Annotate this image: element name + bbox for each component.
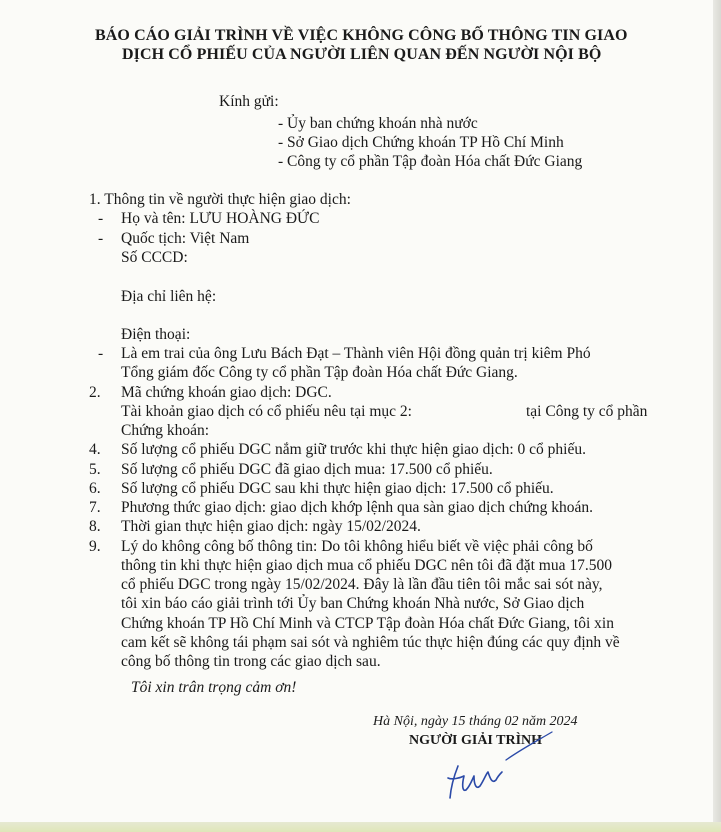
name-bullet: - — [98, 210, 104, 227]
item-number: 2. — [89, 384, 101, 401]
item9-line: thông tin khi thực hiện giao dịch mua cổ phiếu DGC nên tôi đã đặt mua 17.500 — [121, 557, 612, 574]
item2-line: Mã chứng khoán giao dịch: DGC. — [121, 384, 332, 401]
name-field: Họ và tên: LƯU HOÀNG ĐỨC — [121, 210, 320, 227]
item2-account-label: Tài khoản giao dịch có cổ phiếu nêu tại mục 2: — [121, 403, 412, 420]
item9-line: cam kết sẽ không tái phạm sai sót và nghiêm túc thực hiện đúng các quy định về — [121, 634, 620, 651]
item9-line: Chứng khoán TP Hồ Chí Minh và CTCP Tập đoàn Hóa chất Đức Giang, tôi xin — [121, 615, 614, 632]
item6-text: Số lượng cổ phiếu DGC sau khi thực hiện giao dịch: 17.500 cổ phiếu. — [121, 480, 554, 497]
page-edge-bottom — [0, 822, 721, 832]
title-line-1: BÁO CÁO GIẢI TRÌNH VỀ VIỆC KHÔNG CÔNG BỐ THÔNG TIN GIAO — [95, 27, 628, 44]
item-number: 8. — [89, 518, 101, 535]
signer-title: NGƯỜI GIẢI TRÌNH — [409, 733, 543, 748]
item7-text: Phương thức giao dịch: giao dịch khớp lệnh qua sàn giao dịch chứng khoán. — [121, 499, 594, 516]
item9-line: cổ phiếu DGC trong ngày 15/02/2024. Đây là lần đầu tiên tôi mắc sai sót này, — [121, 576, 603, 593]
phone-label: Điện thoại: — [121, 326, 191, 343]
addressee-label: Kính gửi: — [219, 93, 279, 110]
item-number: 7. — [89, 499, 101, 516]
item5-text: Số lượng cổ phiếu DGC đã giao dịch mua: 17.500 cổ phiếu. — [121, 461, 493, 478]
relation-bullet: - — [98, 345, 104, 362]
item2-broker-label: tại Công ty cổ phần — [526, 403, 648, 420]
signature-icon — [440, 728, 575, 808]
item9-line: Lý do không công bố thông tin: Do tôi không hiểu biết về việc phải công bố — [121, 538, 593, 555]
id-number-label: Số CCCD: — [121, 249, 188, 266]
date-line: Hà Nội, ngày 15 tháng 02 năm 2024 — [373, 714, 578, 729]
item-number: 9. — [89, 538, 101, 555]
relation-line: Tổng giám đốc Công ty cổ phần Tập đoàn Hóa chất Đức Giang. — [121, 364, 518, 381]
item8-text: Thời gian thực hiện giao dịch: ngày 15/02/2024. — [121, 518, 421, 535]
address-label: Địa chỉ liên hệ: — [121, 288, 217, 305]
item4-text: Số lượng cổ phiếu DGC nắm giữ trước khi thực hiện giao dịch: 0 cổ phiếu. — [121, 441, 586, 458]
addressee-item: - Sở Giao dịch Chứng khoán TP Hồ Chí Minh — [278, 134, 564, 151]
relation-line: Là em trai của ông Lưu Bách Đạt – Thành viên Hội đồng quản trị kiêm Phó — [121, 345, 591, 362]
item-number: 5. — [89, 461, 101, 478]
item9-line: tôi xin báo cáo giải trình tới Ủy ban Chứng khoán Nhà nước, Sở Giao dịch — [121, 595, 585, 612]
item-number: 4. — [89, 441, 101, 458]
page-edge-right — [713, 0, 721, 832]
nationality-field: Quốc tịch: Việt Nam — [121, 230, 250, 247]
section1-heading: 1. Thông tin về người thực hiện giao dịch: — [89, 191, 351, 208]
item2-line: Chứng khoán: — [121, 422, 210, 439]
item-number: 6. — [89, 480, 101, 497]
item9-line: công bố thông tin trong các giao dịch sau. — [121, 653, 381, 670]
closing-thanks: Tôi xin trân trọng cảm ơn! — [131, 679, 297, 696]
addressee-item: - Ủy ban chứng khoán nhà nước — [278, 115, 478, 132]
addressee-item: - Công ty cổ phần Tập đoàn Hóa chất Đức Giang — [278, 153, 583, 170]
title-line-2: DỊCH CỔ PHIẾU CỦA NGƯỜI LIÊN QUAN ĐẾN NGƯỜI NỘI BỘ — [122, 46, 602, 63]
nationality-bullet: - — [98, 230, 104, 247]
